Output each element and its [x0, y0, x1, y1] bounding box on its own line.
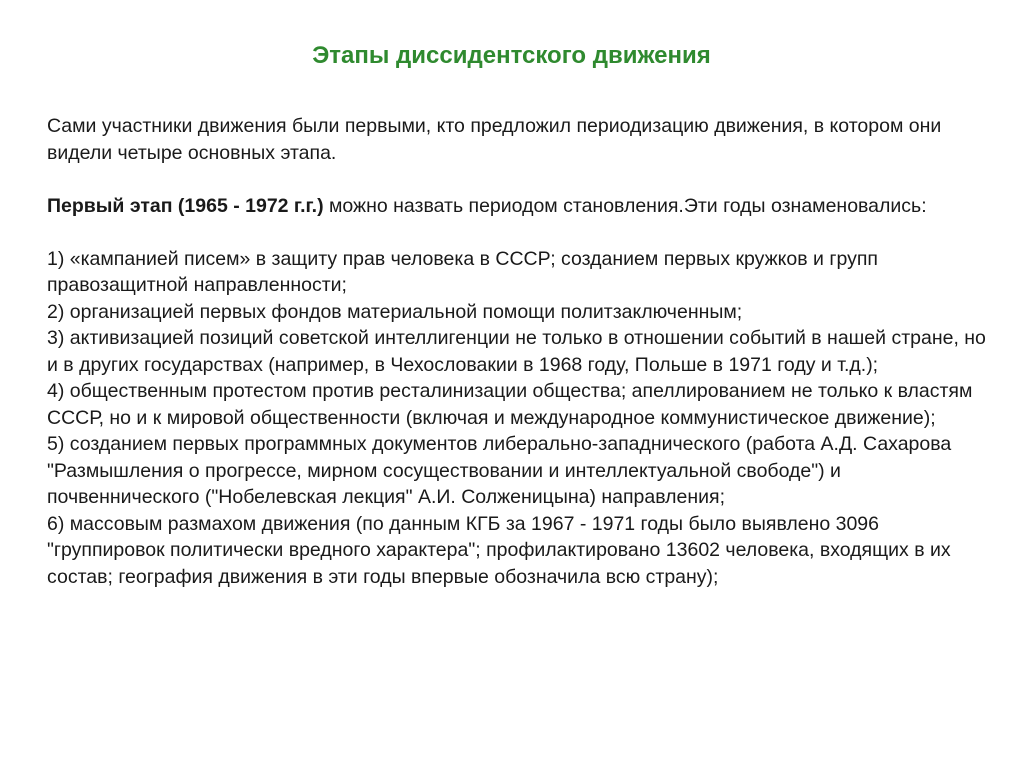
spacer	[47, 166, 987, 193]
list-item-3: 3) активизацией позиций советской интеллигенции не только в отношении событий в нашей стране, но и в других государствах (например, в Чехословакии в 1968 году, Польше в 1971 году и т.д.);	[47, 327, 986, 376]
list-item-6: 6) массовым размахом движения (по данным КГБ за 1967 - 1971 годы было выявлено 3096 "группировок политически вредного характера"; профилактировано 13602 человека, входящих в их состав; география движения в эти годы впервые обозначила всю страну);	[47, 512, 951, 588]
list-item-5: 5) созданием первых программных документов либерально-западнического (работа А.Д. Сахарова "Размышления о прогрессе, мирном сосуществовании и интеллектуальной свободе") и почвеннического ("Нобелевская лекция" А.И. Солженицына) направления;	[47, 433, 952, 508]
slide-body	[47, 113, 987, 590]
slide-title: Этапы диссидентского движения	[312, 42, 711, 69]
list-item-2: 2) организацией первых фондов материальной помощи политзаключенным;	[47, 300, 743, 323]
first-stage-paragraph	[47, 193, 987, 220]
spacer	[47, 219, 987, 246]
list-item-4: 4) общественным протестом против ресталинизации общества; апеллированием не только к властям СССР, но и к мировой общественности (включая и международное коммунистическое движение);	[47, 380, 973, 429]
intro-paragraph: Сами участники движения были первыми, кто предложил периодизацию движения, в котором они видели четыре основных этапа.	[47, 115, 942, 164]
list-item-1: 1) «кампанией писем» в защиту прав человека в СССР; созданием первых кружков и групп правозащитной направленности;	[47, 247, 878, 296]
first-stage-text: можно назвать периодом становления.Эти годы ознаменовались:	[323, 194, 927, 217]
first-stage-label: Первый этап (1965 - 1972 г.г.)	[47, 194, 324, 217]
